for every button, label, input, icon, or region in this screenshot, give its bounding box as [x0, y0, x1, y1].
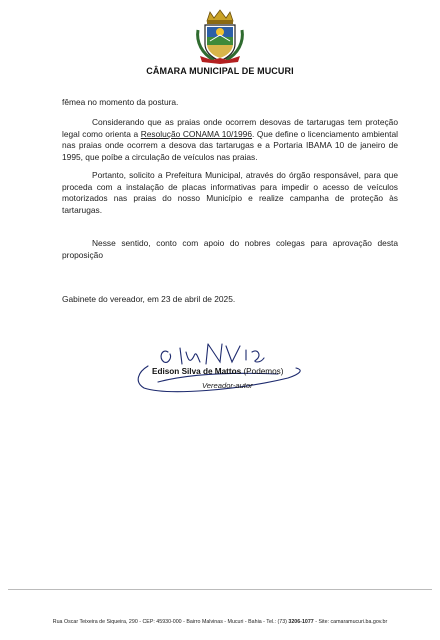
signer-name	[152, 367, 284, 376]
paragraph-text: . Que define o licenciamento ambiental nas praias onde ocorrem a desova das tartarugas e a Portaria IBAMA 10 de janeiro de 1995, que poíbe a circulação de veículos nas praias.	[62, 128, 398, 162]
municipal-coat-of-arms-icon	[192, 8, 248, 64]
paragraph-support: Nesse sentido, conto com apoio do nobres colegas para aprovação desta proposição	[62, 238, 398, 260]
footer-phone: 3206-1077	[288, 619, 314, 625]
paragraph-date: Gabinete do vereador, em 23 de abril de 2025.	[62, 294, 236, 304]
footer-address	[0, 619, 440, 625]
signer-party: (Podemos)	[241, 367, 284, 376]
signer-fullname: Edison Silva de Mattos	[152, 367, 242, 376]
paragraph-postura: fêmea no momento da postura.	[62, 97, 179, 107]
footer-text: Rua Oscar Teixeira de Siqueira, 290 - CEP: 45930-000 - Bairro Malvinas - Mucuri - Bahia - Tel.: (73)	[52, 619, 289, 625]
paragraph-text: Considerando que as praias onde ocorrem desovas de tartarugas tem proteção legal como orienta a	[62, 117, 398, 139]
signer-role: Vereador-autor	[202, 381, 253, 390]
footer-divider	[8, 589, 432, 590]
organization-name: CÂMARA MUNICIPAL DE MUCURI	[146, 66, 294, 76]
paragraph-request: Portanto, solicito a Prefeitura Municipal, através do órgão responsável, para que proceda com a instalação de placas informativas para impedir o acesso de veículos motorizados nas praias do nosso Município e realize campanha de proteção às tartarugas.	[62, 170, 398, 215]
paragraph-legal-protection	[62, 117, 398, 163]
footer-site: - Site: camaramucuri.ba.gov.br	[313, 619, 388, 625]
resolution-link[interactable]: Resolução CONAMA 10/1996	[140, 128, 252, 139]
